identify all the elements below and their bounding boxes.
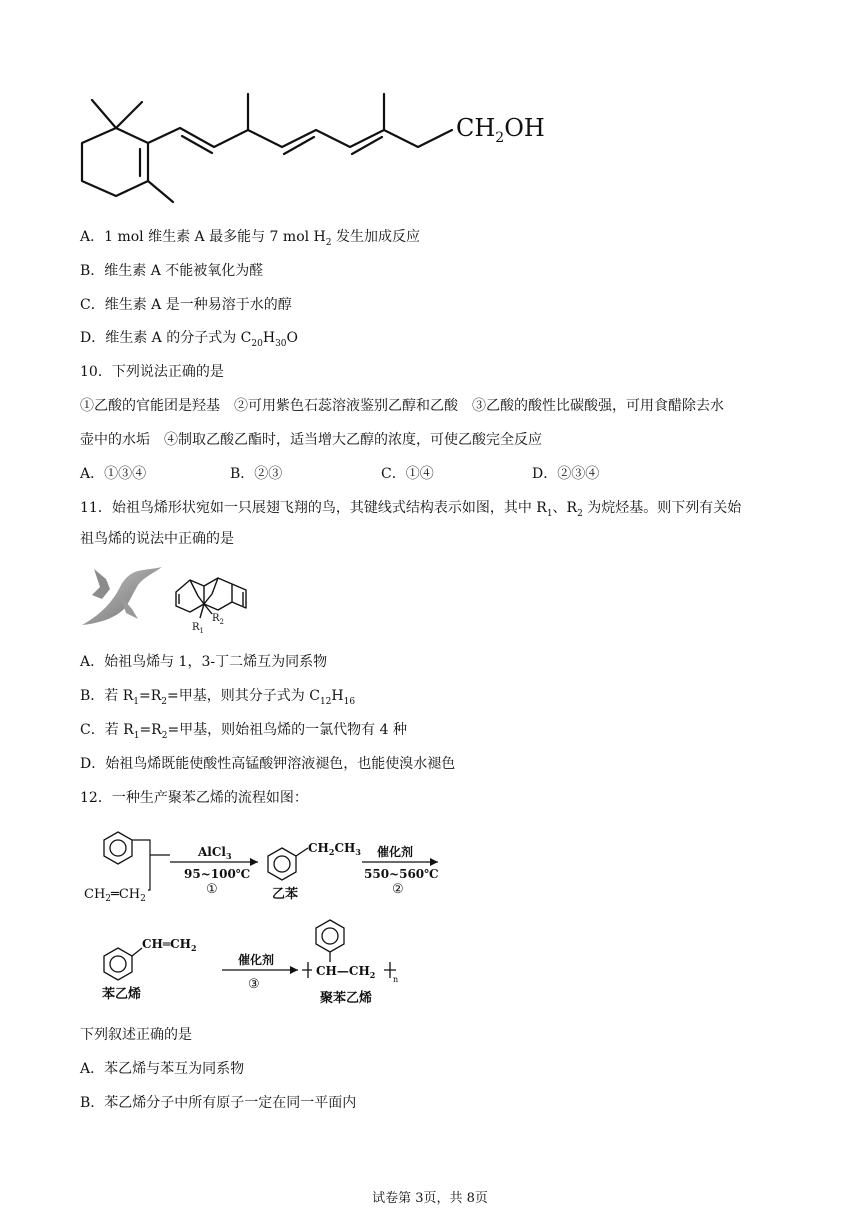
q10-option-a: A．①③④: [80, 466, 147, 482]
alcl3-label: AlCl$_3$: [198, 845, 232, 861]
polymer-n-label: n: [393, 975, 399, 984]
temp1-label: 95~100℃: [184, 867, 251, 881]
temp2-label: 550~560℃: [364, 867, 439, 881]
q12-option-a: A．苯乙烯与苯互为同系物: [80, 1061, 245, 1077]
polystyrene-flow-figure: [80, 820, 460, 1015]
ch2oh-label: $CH_2OH$: [456, 114, 545, 146]
ch2ch3-label: $CH_2CH_3$: [308, 841, 361, 857]
substituent-r2-label: $R_2$: [212, 613, 224, 626]
archaeopteryxene-structure: [170, 570, 250, 634]
substituent-r1-label: $R_1$: [192, 622, 204, 634]
q12-option-b: B．苯乙烯分子中所有原子一定在同一平面内: [80, 1095, 357, 1111]
catalyst-label-2: 催化剂: [377, 845, 414, 859]
q11-option-c: C．若 $R_1=R_2=$甲基，则始祖鸟烯的一氯代物有 4 种: [80, 722, 407, 741]
q11-option-d: D．始祖鸟烯既能使酸性高锰酸钾溶液褪色，也能使溴水褪色: [80, 756, 456, 772]
q11-stem-line2: 祖鸟烯的说法中正确的是: [80, 531, 234, 547]
step3-label: ③: [248, 977, 260, 992]
polystyrene-name: 聚苯乙烯: [320, 991, 373, 1006]
q12-stem: 12．一种生产聚苯乙烯的流程如图：: [80, 790, 308, 806]
step2-label: ②: [392, 882, 404, 897]
q10-options: [80, 465, 720, 483]
catalyst-label-3: 催化剂: [238, 953, 275, 967]
q10-option-b: B．②③: [230, 466, 283, 482]
q12-stem-2: 下列叙述正确的是: [80, 1027, 192, 1043]
styrene-name: 苯乙烯: [102, 987, 142, 1002]
page-footer: 试卷第 3页，共 8页: [372, 1191, 488, 1206]
svg-text:CH—CH2: [80, 820, 85, 821]
q9-option-a: A．1 mol 维生素 A 最多能与 7 mol $H_2$ 发生加成反应: [80, 229, 420, 248]
q10-option-c: C．①④: [381, 466, 434, 482]
q10-stem: 10．下列说法正确的是: [80, 364, 224, 380]
q11-stem-line1: 11．始祖鸟烯形状宛如一只展翅飞翔的鸟，其键线式结构表示如图，其中 $R_1$、$R_2$ 为烷烃基。则下列有关始: [80, 500, 742, 519]
ethylene-label: $CH_2═CH_2$: [84, 887, 146, 904]
q11-option-a: A．始祖鸟烯与 1，3-丁二烯互为同系物: [80, 654, 328, 670]
step1-label: ①: [206, 882, 218, 897]
bird-picture: [80, 565, 164, 629]
q10-statement-1: ①乙酸的官能团是羟基 ②可用紫色石蕊溶液鉴别乙醇和乙酸 ③乙酸的酸性比碳酸强，可用食醋除去水: [80, 398, 724, 414]
polymer-unit-label: $CH—CH_2$: [316, 964, 376, 980]
vinyl-label: $CH═CH_2$: [142, 937, 197, 953]
q11-option-b: B．若 $R_1=R_2=$甲基，则其分子式为 $C_{12}H_{16}$: [80, 688, 356, 707]
q9-option-c: C．维生素 A 是一种易溶于水的醇: [80, 297, 292, 313]
q10-option-d: D．②③④: [532, 466, 600, 482]
retinol-structure-figure: [78, 92, 568, 216]
q9-option-d: D．维生素 A 的分子式为 $C_{20}H_{30}O$: [80, 330, 299, 349]
q10-statement-2: 壶中的水垢 ④制取乙酸乙酯时，适当增大乙醇的浓度，可使乙酸完全反应: [80, 432, 542, 448]
q9-option-b: B．维生素 A 不能被氧化为醛: [80, 263, 264, 279]
ethylbenzene-name: 乙苯: [272, 887, 299, 902]
